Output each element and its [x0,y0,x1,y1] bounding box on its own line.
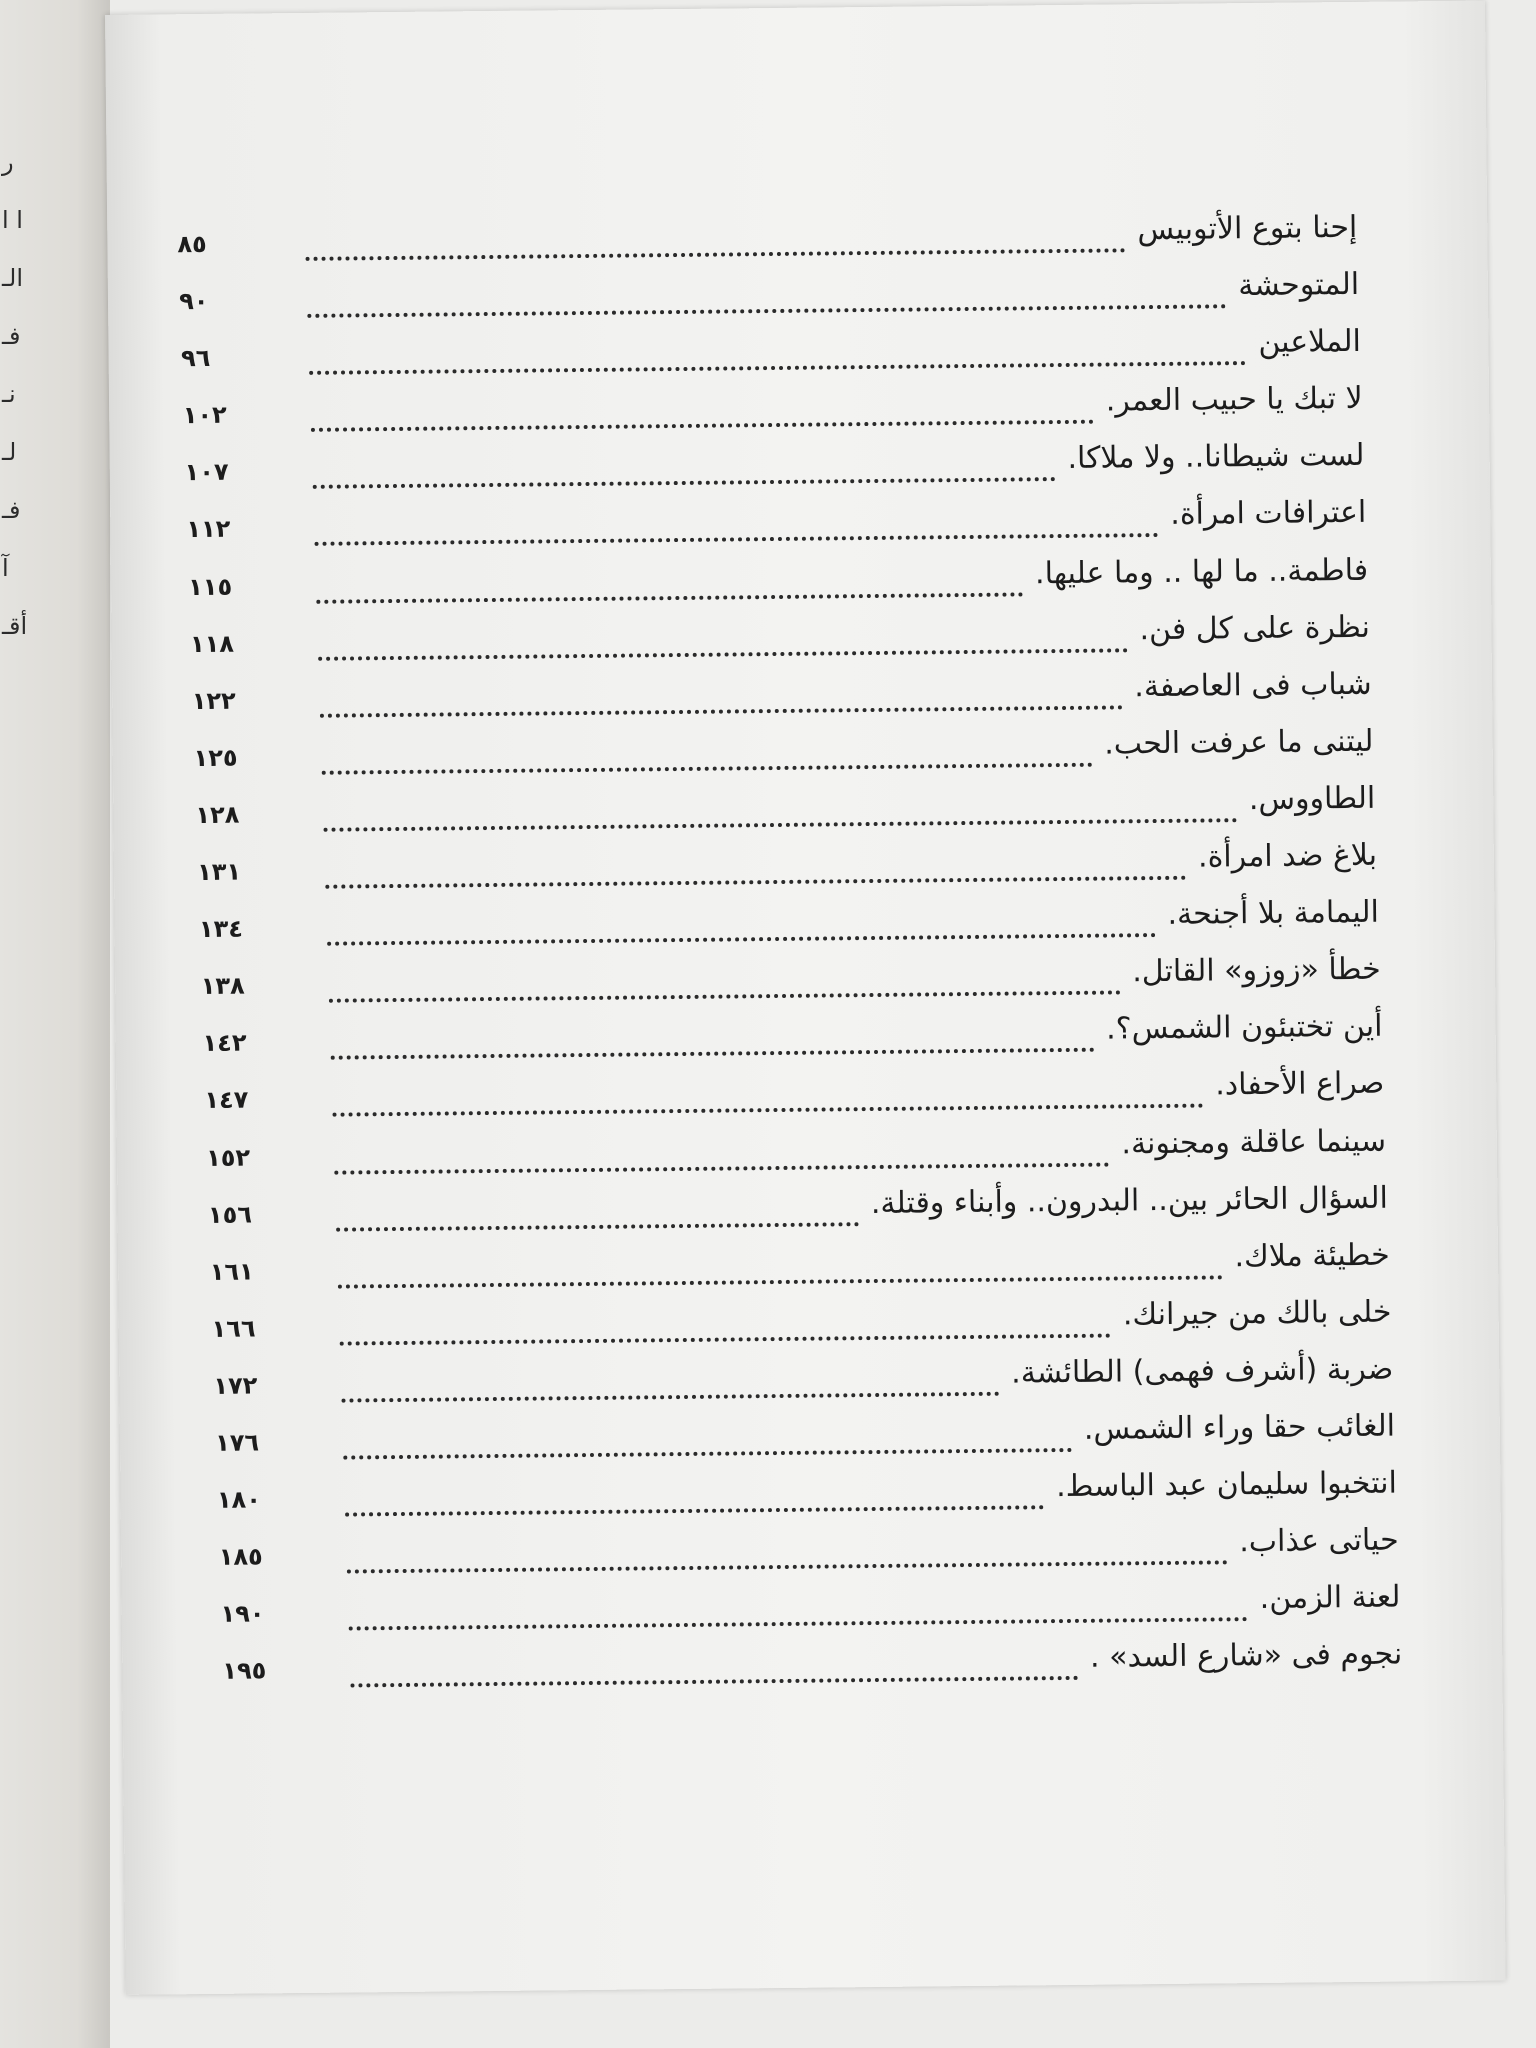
dot-leader [348,1581,1247,1630]
dot-leader [332,1068,1203,1117]
book-page [105,1,1506,1995]
toc-entry-title: لا تبك يا حبيب العمر. [1105,381,1363,419]
toc-entry-title: شباب فى العاصفة. [1134,666,1372,705]
toc-entry-title: حياتى عذاب. [1239,1522,1399,1560]
toc-entry-page-number: ١٨٠ [216,1485,262,1514]
dot-leader [347,1524,1228,1573]
dot-leader [350,1640,1078,1688]
toc-entry-title: اعترافات امرأة. [1170,495,1367,533]
toc-entry-title: نجوم فى «شارع السد» . [1089,1636,1403,1676]
toc-entry-title: سينما عاقلة ومجنونة. [1121,1123,1387,1161]
facing-page-glyph: أقـ [2,612,28,640]
facing-page-glyph: فـ [2,322,21,350]
facing-page-glyph: آ [2,554,9,582]
toc-entry-page-number: ١٤٧ [204,1085,249,1115]
dot-leader [336,1186,859,1231]
toc-entry-title: ضربة (أشرف فهمى) الطائشة. [1011,1351,1394,1391]
toc-entry-title: نظرة على كل فن. [1139,609,1371,647]
toc-entry-page-number: ١٩٥ [222,1656,267,1686]
toc-entry-page-number: ١٥٢ [206,1143,251,1172]
facing-page-glyph: نـ [2,380,16,408]
dot-leader [339,1297,1110,1345]
dot-leader [316,556,1023,603]
facing-page-glyph: ر [2,148,14,176]
dot-leader [305,212,1125,261]
toc-entry-page-number: ٩٦ [180,344,211,373]
dot-leader [309,325,1246,375]
toc-entry-page-number: ١٩٠ [220,1599,265,1629]
toc-entry-page-number: ١٦١ [209,1257,254,1286]
toc-entry-page-number: ١٥٦ [207,1200,253,1229]
toc-entry-title: أين تختبئون الشمس؟. [1105,1008,1383,1047]
toc-entry-title: خطأ «زوزو» القاتل. [1132,951,1381,990]
toc-entry-title: المتوحشة [1238,266,1360,304]
toc-entry-title: الطاووس. [1248,780,1376,818]
toc-entry-title: لست شيطانا.. ولا ملاكا. [1067,438,1365,477]
toc-entry-title: السؤال الحائر بين.. البدرون.. وأبناء وقتلة. [870,1180,1389,1221]
dot-leader [311,384,1094,432]
toc-entry-page-number: ١١٥ [188,572,233,601]
toc-entry-title: الغائب حقا وراء الشمس. [1083,1408,1396,1447]
dot-leader [320,669,1123,717]
toc-entry-page-number: ١١٢ [186,515,231,544]
toc-entry-title: إحنا بتوع الأتوبيس [1137,209,1358,248]
dot-leader [314,497,1158,546]
dot-leader [341,1356,999,1403]
facing-page-glyph: فـ [2,496,21,524]
dot-leader [323,782,1237,832]
toc-entry-page-number: ١٣٤ [198,914,244,944]
facing-page-glyph: لـ [2,438,17,466]
toc-entry-page-number: ١٢٢ [191,686,236,715]
toc-entry-page-number: ١٢٨ [195,800,240,830]
toc-entry-page-number: ١٨٥ [218,1542,263,1572]
toc-entry-title: لعنة الزمن. [1259,1579,1401,1617]
toc-entry-title: ليتنى ما عرفت الحب. [1104,723,1374,762]
dot-leader [327,897,1156,946]
toc-entry-page-number: ١٢٥ [193,743,238,772]
facing-page-text [2,150,32,638]
dot-leader [321,727,1092,775]
facing-page-glyph: ا ا [2,206,23,234]
dot-leader [312,441,1055,489]
toc-entry-page-number: ١٣١ [197,857,242,887]
toc-entry-page-number: ١٧٢ [213,1371,258,1400]
dot-leader [334,1126,1109,1174]
dot-leader [307,268,1226,318]
toc-entry-title: بلاغ ضد امرأة. [1197,837,1378,875]
facing-page [0,0,110,2048]
toc-entry-title: الملاعين [1258,324,1362,361]
table-of-contents [177,209,1403,1706]
dot-leader [318,612,1128,660]
toc-entry-page-number: ١٣٨ [200,971,245,1001]
toc-entry-title: صراع الأحفاد. [1215,1066,1385,1103]
toc-entry-title: فاطمة.. ما لها .. وما عليها. [1034,552,1369,591]
toc-entry-title: خلى بالك من جيرانك. [1122,1294,1392,1333]
toc-entry-title: انتخبوا سليمان عبد الباسط. [1055,1465,1398,1505]
toc-entry-page-number: ١١٨ [189,629,235,658]
toc-entry-page-number: ١٤٢ [202,1028,247,1058]
toc-entry-page-number: ٩٠ [179,287,209,316]
toc-entry-page-number: ١٦٦ [211,1314,256,1343]
facing-page-glyph: الـ [2,264,24,292]
dot-leader [330,1012,1094,1060]
dot-leader [325,840,1186,889]
toc-entry-page-number: ١٧٦ [215,1428,260,1457]
dot-leader [329,955,1121,1003]
toc-entry-page-number: ٨٥ [177,229,207,259]
toc-entry-title: خطيئة ملاك. [1234,1237,1390,1274]
toc-entry-page-number: ١٠٧ [184,458,229,487]
dot-leader [345,1469,1044,1516]
toc-entry-title: اليمامة بلا أجنحة. [1167,894,1380,933]
dot-leader [343,1412,1072,1460]
dot-leader [338,1239,1223,1288]
toc-entry-page-number: ١٠٢ [182,401,227,430]
toc-entry [222,1636,1403,1706]
